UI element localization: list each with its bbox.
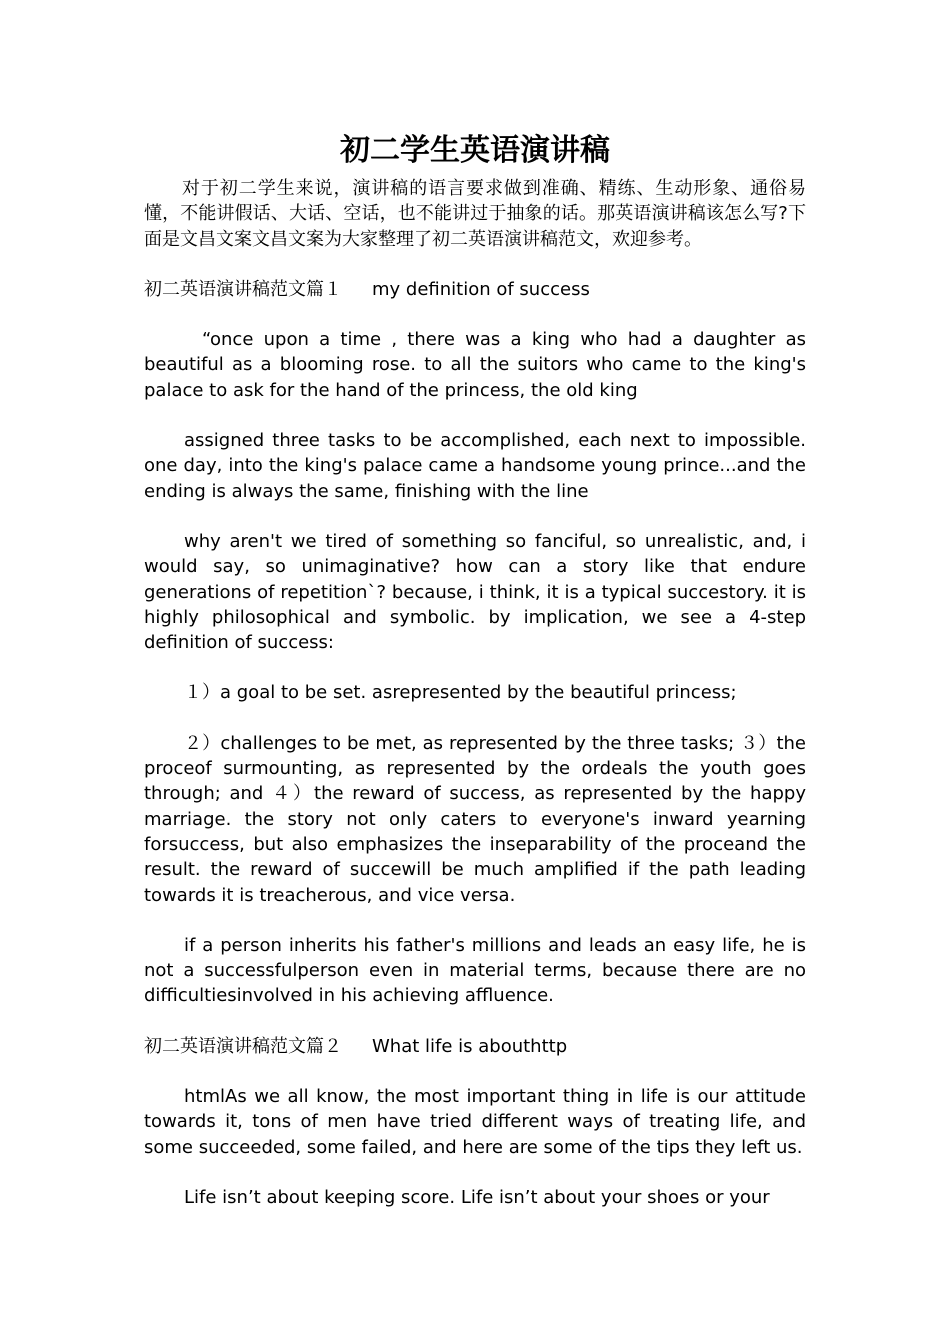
document-title: 初二学生英语演讲稿 (340, 133, 610, 168)
paragraph: why aren't we tired of something so fanciful, so unrealistic, and, i would say, so unimaginative? how can a story like that endure generations of repetition`? because, i think, it is a typical succestory. it is highly philosophical and symbolic. by implication, we see a 4-step definition of success: (144, 530, 806, 654)
section-label: 初二英语演讲稿范文篇２ (144, 1035, 342, 1057)
paragraph: htmlAs we all know, the most important thing in life is our attitude towards it, tons of men have tried different ways of treating life, and some succeeded, some failed, and here are some of the tips they left us. (144, 1086, 806, 1158)
paragraph: assigned three tasks to be accomplished, each next to impossible. one day, into the king's palace came a handsome young prince...and the ending is always the same, finishing with the line (144, 430, 806, 502)
paragraph: Life isn’t about keeping score. Life isn’t about your shoes or your (184, 1186, 770, 1208)
intro-paragraph: 对于初二学生来说，演讲稿的语言要求做到准确、精练、生动形象、通俗易懂，不能讲假话、大话、空话，也不能讲过于抽象的话。那英语演讲稿该怎么写?下面是文昌文案文昌文案为大家整理了初二英语演讲稿范文，欢迎参考。 (144, 178, 806, 250)
paragraph: if a person inherits his father's millions and leads an easy life, he is not a successfulperson even in material terms, because there are no difficultiesinvolved in his achieving affluence. (144, 934, 806, 1007)
section-subtitle: What life is abouthttp (372, 1035, 568, 1057)
section-heading-1 (144, 277, 806, 302)
section-subtitle: my definition of success (372, 278, 590, 300)
section-heading-2 (144, 1034, 806, 1059)
paragraph: “once upon a time , there was a king who had a daughter as beautiful as a blooming rose. to all the suitors who came to the king's palace to ask for the hand of the princess, the old king (144, 329, 806, 401)
list-item-paragraph: ２）challenges to be met, as represented by the three tasks; ３）the proceof surmounting, as represented by the ordeals the youth goes through; and ４）the reward of success, as represented by the happy marriage. the story not only caters to everyone's inward yearning forsuccess, but also emphasizes the inseparability of the proceand the result. the reward of succewill be much amplified if the path leading towards it is treacherous, and vice versa. (144, 732, 806, 906)
document-body (144, 128, 806, 1210)
section-label: 初二英语演讲稿范文篇１ (144, 278, 342, 300)
list-item-paragraph: １）a goal to be set. asrepresented by the beautiful princess; (184, 682, 737, 704)
